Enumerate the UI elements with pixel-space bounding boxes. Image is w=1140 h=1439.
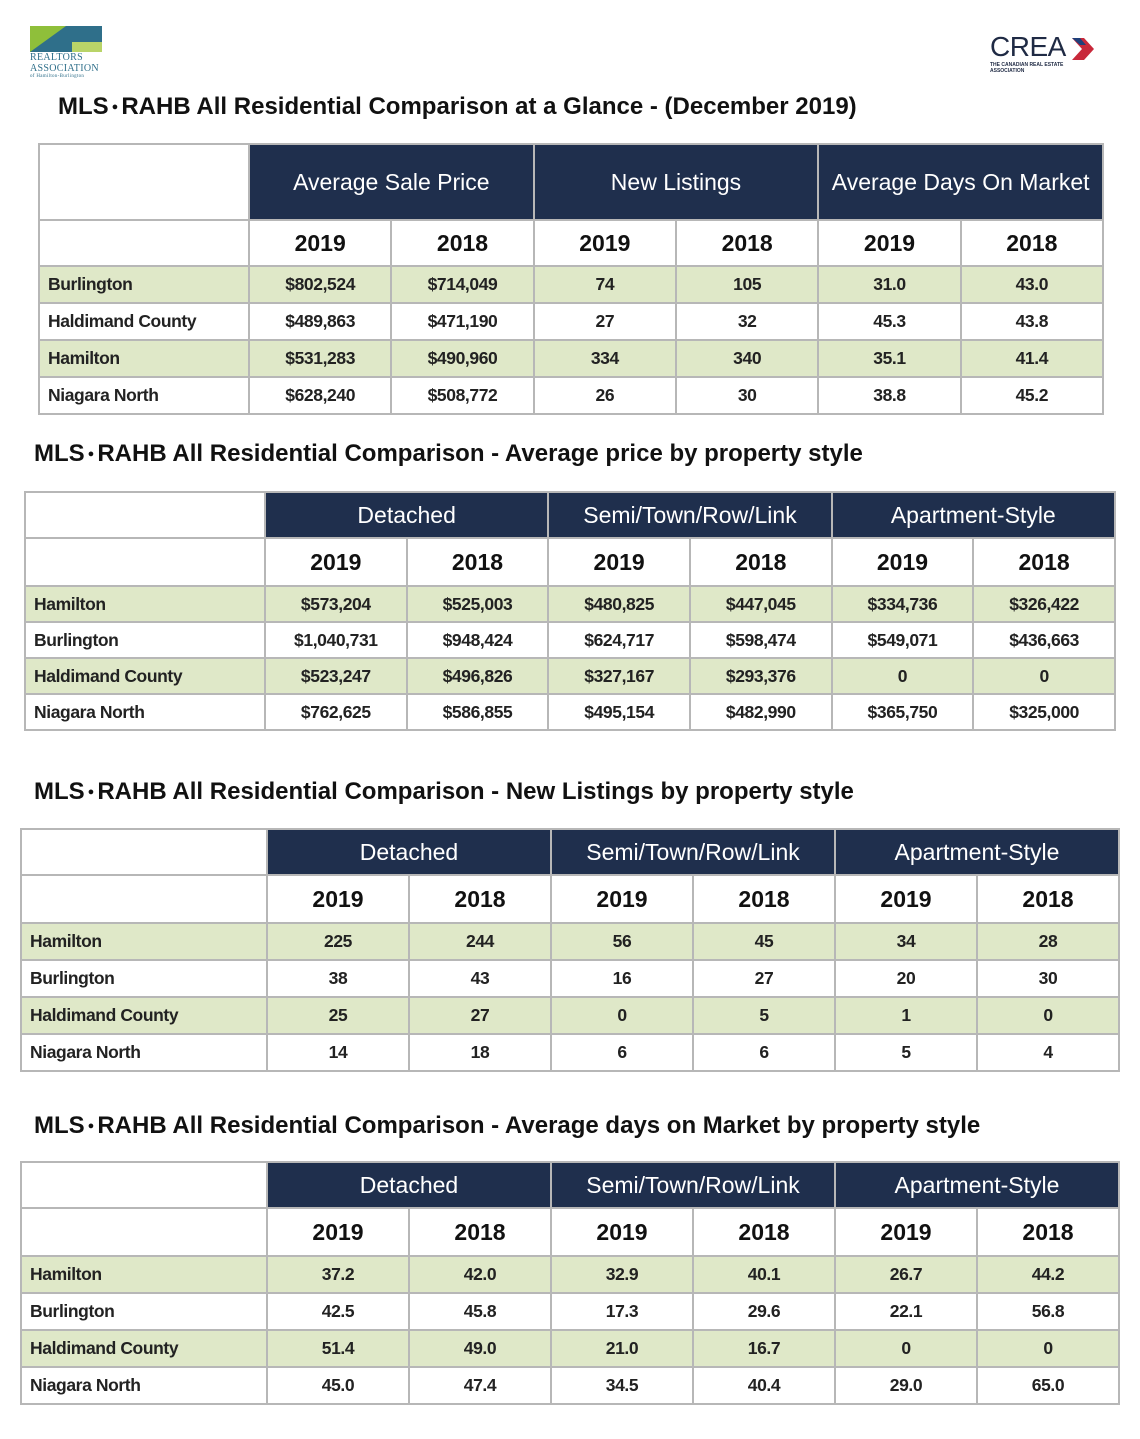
title-rest: RAHB All Residential Comparison - New Listings by property style xyxy=(97,778,854,805)
value-cell: $586,855 xyxy=(407,694,549,730)
year-header: 2019 xyxy=(267,875,409,923)
value-cell: 43.0 xyxy=(961,266,1103,303)
value-cell: $490,960 xyxy=(391,340,533,377)
value-cell: 41.4 xyxy=(961,340,1103,377)
value-cell: 27 xyxy=(534,303,676,340)
title-prefix: MLS xyxy=(34,440,85,467)
value-cell: $598,474 xyxy=(690,622,832,658)
value-cell: 32 xyxy=(676,303,818,340)
value-cell: 38 xyxy=(267,960,409,997)
title-new-listings xyxy=(34,778,854,806)
year-header: 2019 xyxy=(818,220,960,266)
value-cell: 30 xyxy=(977,960,1119,997)
value-cell: 14 xyxy=(267,1034,409,1071)
table-row xyxy=(39,303,1103,340)
value-cell: $1,040,731 xyxy=(265,622,407,658)
table-row xyxy=(21,997,1119,1034)
row-label: Hamilton xyxy=(21,1256,267,1293)
corner-cell xyxy=(39,220,249,266)
value-cell: $714,049 xyxy=(391,266,533,303)
value-cell: 1 xyxy=(835,997,977,1034)
table-row xyxy=(25,586,1115,622)
value-cell: 6 xyxy=(693,1034,835,1071)
value-cell: 27 xyxy=(409,997,551,1034)
value-cell: $624,717 xyxy=(548,622,690,658)
value-cell: 21.0 xyxy=(551,1330,693,1367)
table-row xyxy=(39,377,1103,414)
year-header: 2019 xyxy=(534,220,676,266)
year-header: 2019 xyxy=(835,1208,977,1256)
value-cell: $762,625 xyxy=(265,694,407,730)
corner-cell xyxy=(21,1162,267,1208)
value-cell: 45.8 xyxy=(409,1293,551,1330)
value-cell: 38.8 xyxy=(818,377,960,414)
title-prefix: MLS xyxy=(34,778,85,805)
value-cell: $447,045 xyxy=(690,586,832,622)
row-label: Burlington xyxy=(39,266,249,303)
value-cell: 74 xyxy=(534,266,676,303)
table-row xyxy=(21,1256,1119,1293)
title-days-on-market xyxy=(34,1112,980,1140)
row-label: Niagara North xyxy=(39,377,249,414)
value-cell: 49.0 xyxy=(409,1330,551,1367)
value-cell: 25 xyxy=(267,997,409,1034)
value-cell: $495,154 xyxy=(548,694,690,730)
value-cell: $496,826 xyxy=(407,658,549,694)
group-header: New Listings xyxy=(534,144,819,220)
value-cell: $480,825 xyxy=(548,586,690,622)
value-cell: 37.2 xyxy=(267,1256,409,1293)
value-cell: 27 xyxy=(693,960,835,997)
value-cell: $334,736 xyxy=(832,586,974,622)
value-cell: 56.8 xyxy=(977,1293,1119,1330)
corner-cell xyxy=(21,829,267,875)
value-cell: $508,772 xyxy=(391,377,533,414)
value-cell: $482,990 xyxy=(690,694,832,730)
table-row xyxy=(21,1367,1119,1404)
year-header: 2019 xyxy=(265,538,407,586)
value-cell: 42.0 xyxy=(409,1256,551,1293)
value-cell: 44.2 xyxy=(977,1256,1119,1293)
registered-mark: ● xyxy=(87,786,95,798)
value-cell: $326,422 xyxy=(973,586,1115,622)
value-cell: $525,003 xyxy=(407,586,549,622)
value-cell: 45.3 xyxy=(818,303,960,340)
value-cell: 65.0 xyxy=(977,1367,1119,1404)
value-cell: 30 xyxy=(676,377,818,414)
value-cell: 0 xyxy=(832,658,974,694)
table-row xyxy=(21,1293,1119,1330)
group-header: Apartment-Style xyxy=(832,492,1115,538)
table-row xyxy=(25,622,1115,658)
value-cell: $549,071 xyxy=(832,622,974,658)
logo-left-line-2: ASSOCIATION xyxy=(30,63,99,74)
table-row xyxy=(21,1330,1119,1367)
table-row xyxy=(39,340,1103,377)
new-listings-table xyxy=(20,828,1120,1072)
value-cell: 4 xyxy=(977,1034,1119,1071)
row-label: Burlington xyxy=(25,622,265,658)
value-cell: $436,663 xyxy=(973,622,1115,658)
corner-cell xyxy=(39,144,249,220)
value-cell: $802,524 xyxy=(249,266,391,303)
row-label: Hamilton xyxy=(39,340,249,377)
value-cell: $471,190 xyxy=(391,303,533,340)
value-cell: 56 xyxy=(551,923,693,960)
value-cell: 5 xyxy=(693,997,835,1034)
crea-logo-text: CREA xyxy=(990,31,1066,62)
value-cell: 31.0 xyxy=(818,266,960,303)
value-cell: 22.1 xyxy=(835,1293,977,1330)
value-cell: 5 xyxy=(835,1034,977,1071)
table-row xyxy=(25,694,1115,730)
value-cell: 20 xyxy=(835,960,977,997)
value-cell: 32.9 xyxy=(551,1256,693,1293)
realtors-logo-icon xyxy=(30,26,102,52)
value-cell: $327,167 xyxy=(548,658,690,694)
registered-mark: ● xyxy=(87,448,95,460)
value-cell: 0 xyxy=(977,1330,1119,1367)
value-cell: 26 xyxy=(534,377,676,414)
group-header: Average Sale Price xyxy=(249,144,534,220)
year-header: 2018 xyxy=(409,1208,551,1256)
value-cell: 0 xyxy=(977,997,1119,1034)
year-header: 2019 xyxy=(551,875,693,923)
value-cell: 43.8 xyxy=(961,303,1103,340)
title-prefix: MLS xyxy=(34,1112,85,1139)
value-cell: 0 xyxy=(973,658,1115,694)
value-cell: 45 xyxy=(693,923,835,960)
value-cell: 34 xyxy=(835,923,977,960)
title-prefix: MLS xyxy=(58,93,109,120)
title-at-a-glance xyxy=(58,93,857,121)
row-label: Hamilton xyxy=(21,923,267,960)
value-cell: 40.4 xyxy=(693,1367,835,1404)
table-row xyxy=(21,1034,1119,1071)
year-header: 2018 xyxy=(973,538,1115,586)
year-header: 2018 xyxy=(690,538,832,586)
corner-cell xyxy=(21,1208,267,1256)
table-row xyxy=(39,266,1103,303)
year-header: 2018 xyxy=(977,875,1119,923)
corner-cell xyxy=(25,492,265,538)
row-label: Haldimand County xyxy=(39,303,249,340)
value-cell: 225 xyxy=(267,923,409,960)
registered-mark: ● xyxy=(87,1120,95,1132)
crea-logo xyxy=(990,32,1110,82)
value-cell: $948,424 xyxy=(407,622,549,658)
value-cell: 43 xyxy=(409,960,551,997)
value-cell: 34.5 xyxy=(551,1367,693,1404)
value-cell: $365,750 xyxy=(832,694,974,730)
value-cell: 105 xyxy=(676,266,818,303)
logo-left-line-3: of Hamilton-Burlington xyxy=(30,74,85,79)
average-price-table xyxy=(24,491,1116,731)
value-cell: 244 xyxy=(409,923,551,960)
value-cell: 16.7 xyxy=(693,1330,835,1367)
group-header: Apartment-Style xyxy=(835,1162,1119,1208)
year-header: 2018 xyxy=(391,220,533,266)
value-cell: 16 xyxy=(551,960,693,997)
value-cell: $573,204 xyxy=(265,586,407,622)
value-cell: $325,000 xyxy=(973,694,1115,730)
at-a-glance-table xyxy=(38,143,1104,415)
corner-cell xyxy=(25,538,265,586)
year-header: 2018 xyxy=(409,875,551,923)
row-label: Burlington xyxy=(21,960,267,997)
group-header: Detached xyxy=(267,1162,551,1208)
value-cell: 28 xyxy=(977,923,1119,960)
year-header: 2018 xyxy=(961,220,1103,266)
value-cell: 45.2 xyxy=(961,377,1103,414)
registered-mark: ● xyxy=(111,101,119,113)
value-cell: $489,863 xyxy=(249,303,391,340)
group-header: Apartment-Style xyxy=(835,829,1119,875)
group-header: Semi/Town/Row/Link xyxy=(551,1162,835,1208)
value-cell: 47.4 xyxy=(409,1367,551,1404)
title-rest: RAHB All Residential Comparison - Average price by property style xyxy=(97,440,863,467)
value-cell: 17.3 xyxy=(551,1293,693,1330)
value-cell: $523,247 xyxy=(265,658,407,694)
value-cell: $293,376 xyxy=(690,658,832,694)
year-header: 2018 xyxy=(676,220,818,266)
year-header: 2019 xyxy=(832,538,974,586)
value-cell: 0 xyxy=(835,1330,977,1367)
title-rest: RAHB All Residential Comparison - Average days on Market by property style xyxy=(97,1112,981,1139)
value-cell: 40.1 xyxy=(693,1256,835,1293)
value-cell: 29.0 xyxy=(835,1367,977,1404)
row-label: Haldimand County xyxy=(21,997,267,1034)
year-header: 2019 xyxy=(548,538,690,586)
year-header: 2018 xyxy=(693,875,835,923)
group-header: Semi/Town/Row/Link xyxy=(551,829,835,875)
value-cell: 35.1 xyxy=(818,340,960,377)
year-header: 2019 xyxy=(249,220,391,266)
title-average-price xyxy=(34,440,863,468)
value-cell: 6 xyxy=(551,1034,693,1071)
row-label: Burlington xyxy=(21,1293,267,1330)
group-header: Detached xyxy=(265,492,548,538)
group-header: Average Days On Market xyxy=(818,144,1103,220)
corner-cell xyxy=(21,875,267,923)
row-label: Haldimand County xyxy=(21,1330,267,1367)
value-cell: 18 xyxy=(409,1034,551,1071)
title-rest: RAHB All Residential Comparison at a Glance - (December 2019) xyxy=(121,93,857,120)
row-label: Hamilton xyxy=(25,586,265,622)
group-header: Detached xyxy=(267,829,551,875)
value-cell: 334 xyxy=(534,340,676,377)
group-header: Semi/Town/Row/Link xyxy=(548,492,831,538)
value-cell: 26.7 xyxy=(835,1256,977,1293)
table-row xyxy=(21,923,1119,960)
table-row xyxy=(21,960,1119,997)
value-cell: 340 xyxy=(676,340,818,377)
value-cell: 42.5 xyxy=(267,1293,409,1330)
year-header: 2018 xyxy=(977,1208,1119,1256)
value-cell: 0 xyxy=(551,997,693,1034)
year-header: 2019 xyxy=(835,875,977,923)
value-cell: $628,240 xyxy=(249,377,391,414)
row-label: Niagara North xyxy=(21,1367,267,1404)
row-label: Niagara North xyxy=(25,694,265,730)
logo-left-line-1: REALTORS xyxy=(30,52,83,63)
crea-chevron-icon xyxy=(1072,38,1094,60)
year-header: 2018 xyxy=(407,538,549,586)
value-cell: 29.6 xyxy=(693,1293,835,1330)
realtors-association-logo xyxy=(30,26,108,88)
value-cell: $531,283 xyxy=(249,340,391,377)
year-header: 2019 xyxy=(551,1208,693,1256)
table-row xyxy=(25,658,1115,694)
year-header: 2019 xyxy=(267,1208,409,1256)
row-label: Haldimand County xyxy=(25,658,265,694)
value-cell: 45.0 xyxy=(267,1367,409,1404)
days-on-market-table xyxy=(20,1161,1120,1405)
row-label: Niagara North xyxy=(21,1034,267,1071)
year-header: 2018 xyxy=(693,1208,835,1256)
crea-logo-subtitle: THE CANADIAN REAL ESTATE ASSOCIATION xyxy=(990,62,1064,74)
value-cell: 51.4 xyxy=(267,1330,409,1367)
